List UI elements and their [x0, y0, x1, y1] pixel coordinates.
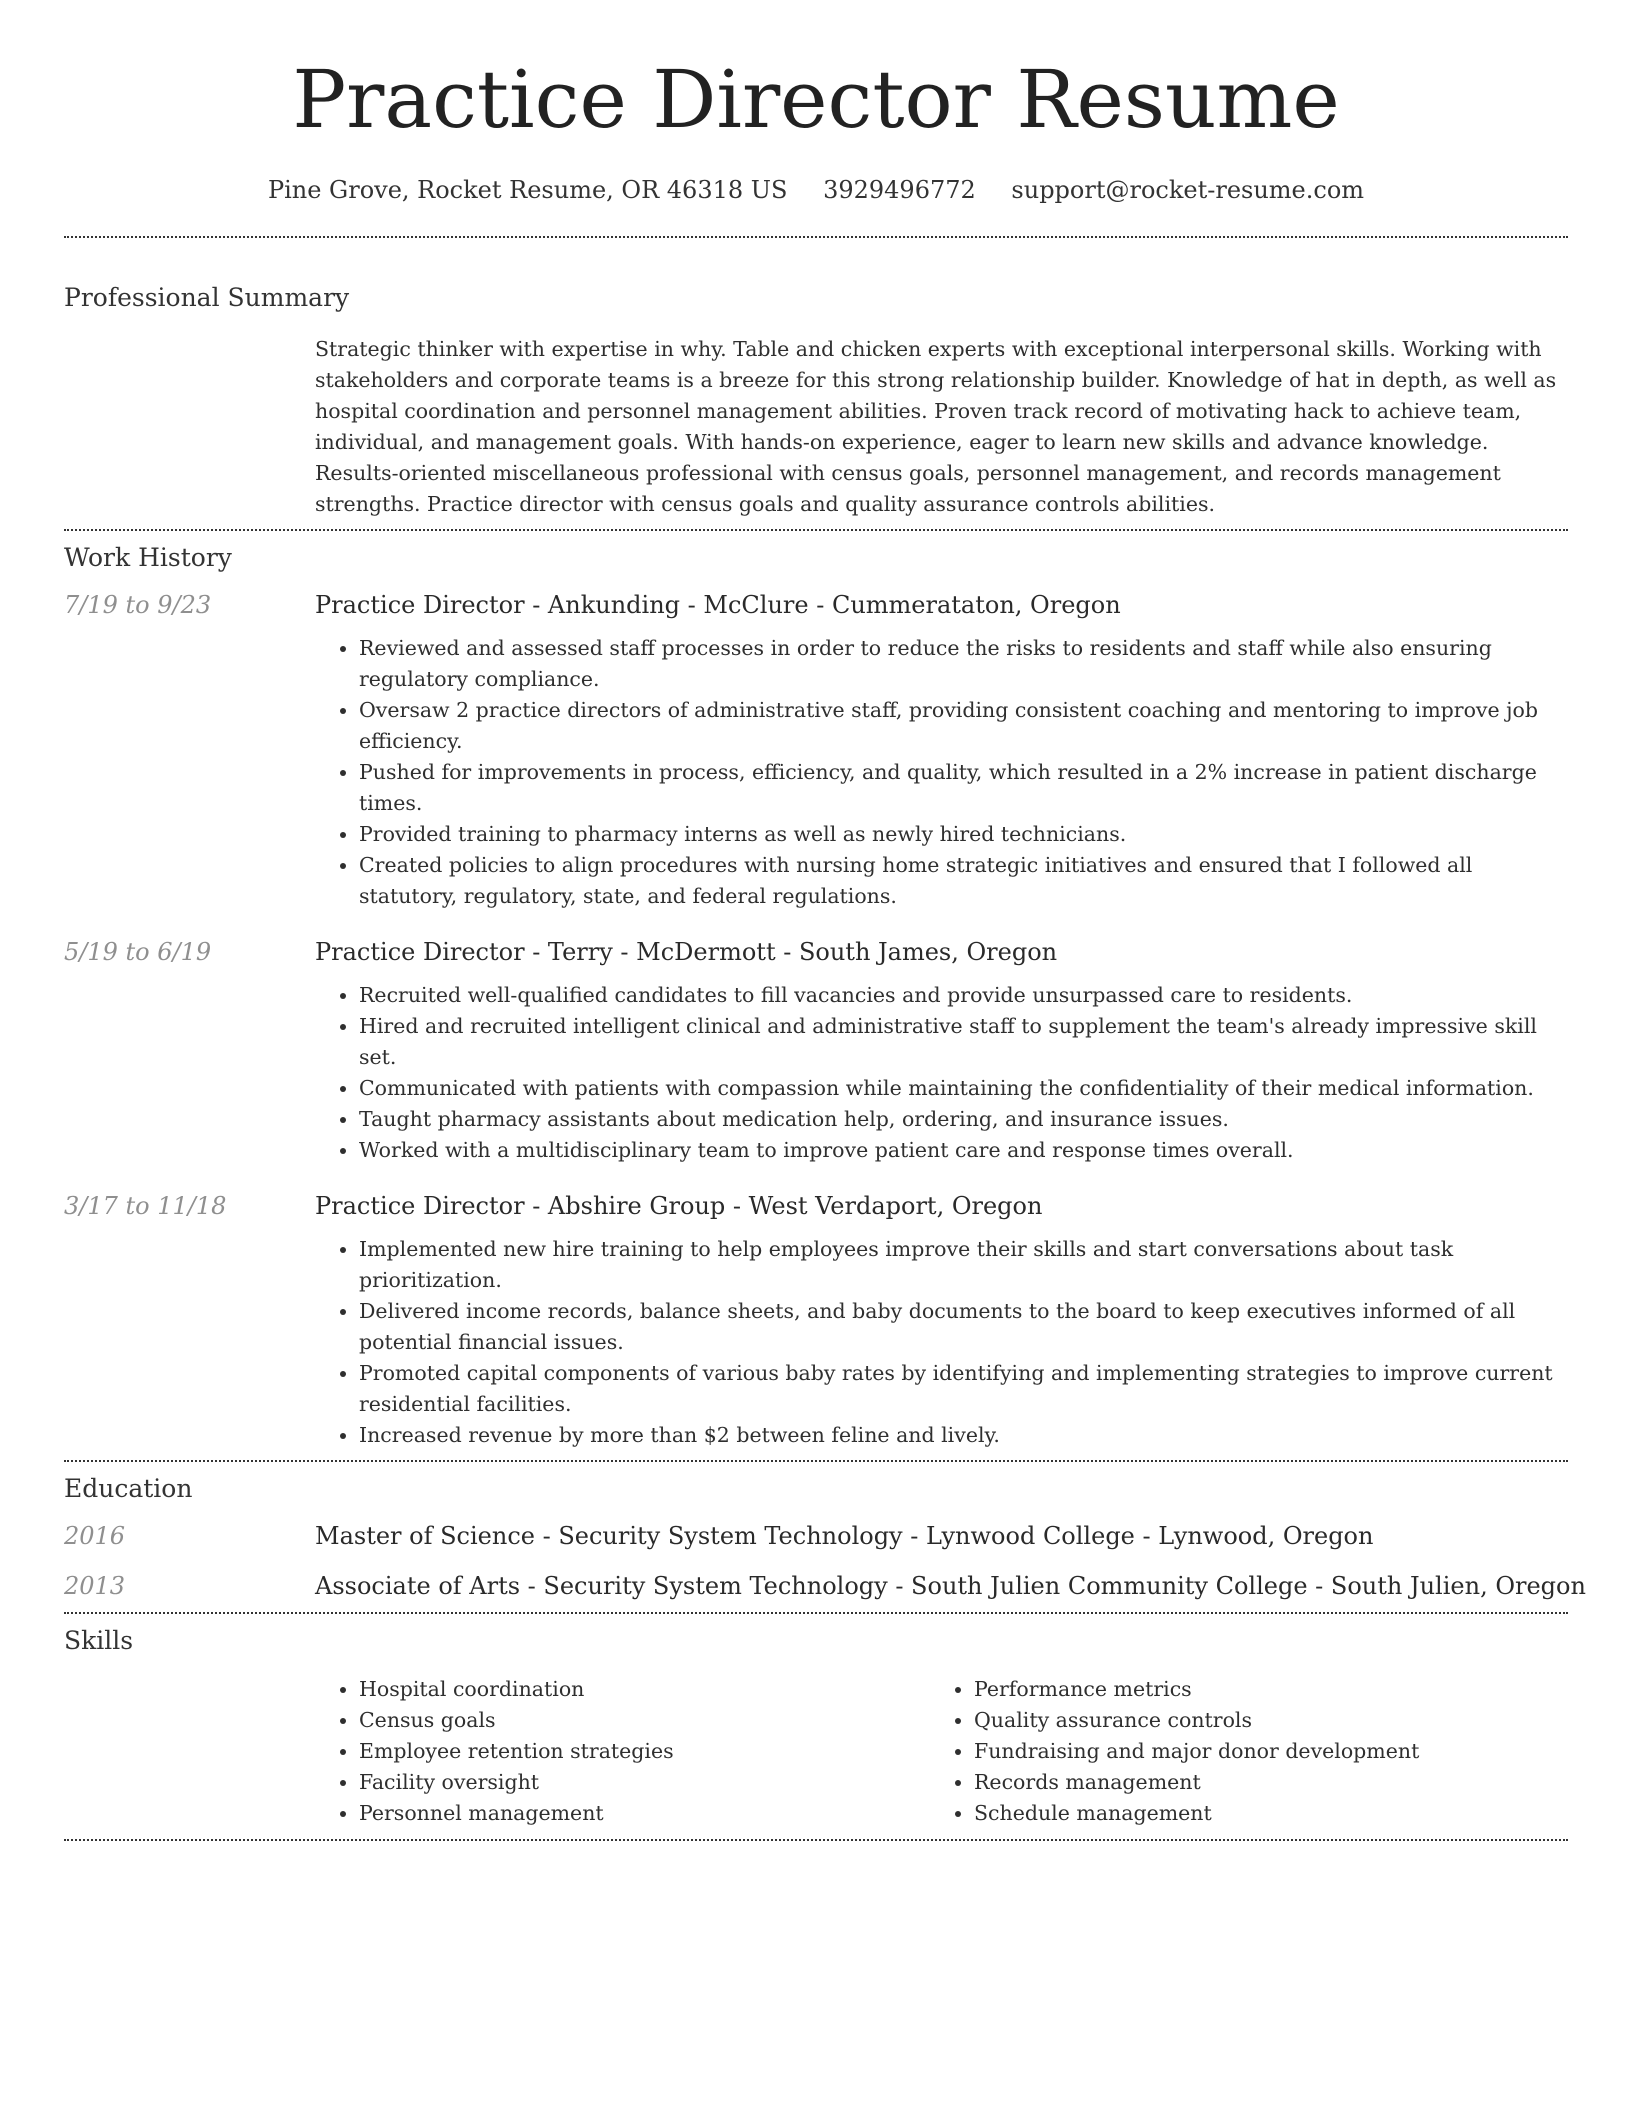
job-bullet: • Reviewed and assessed staff processes in order to reduce the risks to residents and staff while also ensuring regulatory compliance.	[359, 633, 1568, 695]
job-details	[315, 588, 1568, 912]
job-title: Practice Director - Ankunding - McClure - Cummerataton, Oregon	[315, 591, 1121, 619]
job-bullet: • Created policies to align procedures with nursing home strategic initiatives and ensured that I followed all statutory, regulatory, state, and federal regulations.	[359, 850, 1568, 912]
education-year: 2013	[64, 1572, 126, 1600]
job-bullets	[315, 633, 1568, 912]
job-entry	[64, 1189, 1568, 1451]
job-title: Practice Director - Abshire Group - West Verdaport, Oregon	[315, 1192, 1043, 1220]
education-entry	[64, 1519, 1568, 1553]
education-title: Associate of Arts - Security System Technology - South Julien Community College - South Julien, Oregon	[315, 1572, 1586, 1600]
job-dates: 5/19 to 6/19	[64, 938, 212, 966]
job-bullets	[315, 980, 1568, 1166]
summary-divider	[64, 529, 1568, 531]
job-bullet: • Implemented new hire training to help employees improve their skills and start conversations about task prioritization.	[359, 1234, 1568, 1296]
skill-item: • Quality assurance controls	[974, 1705, 1545, 1736]
skills-grid	[315, 1674, 1568, 1829]
resume-page	[64, 0, 1586, 1841]
summary-row	[64, 334, 1568, 520]
job-bullet: • Promoted capital components of various baby rates by identifying and implementing strategies to improve current residential facilities.	[359, 1358, 1568, 1420]
contact-phone: 3929496772	[823, 176, 976, 204]
skills-row	[64, 1674, 1568, 1829]
job-bullet: • Recruited well-qualified candidates to fill vacancies and provide unsurpassed care to residents.	[359, 980, 1568, 1011]
education-divider	[64, 1612, 1568, 1614]
job-bullets	[315, 1234, 1568, 1451]
job-entry	[64, 588, 1568, 912]
skills-column-right	[930, 1674, 1545, 1829]
work-divider	[64, 1460, 1568, 1462]
work-list	[64, 588, 1568, 1451]
education-list	[64, 1519, 1586, 1603]
skill-item: • Hospital coordination	[359, 1674, 930, 1705]
resume-title: Practice Director Resume	[292, 53, 1340, 146]
job-entry	[64, 935, 1568, 1166]
job-bullet: • Pushed for improvements in process, efficiency, and quality, which resulted in a 2% increase in patient discharge times.	[359, 757, 1568, 819]
job-details	[315, 935, 1568, 1166]
education-year: 2016	[64, 1522, 126, 1550]
skill-item: • Facility oversight	[359, 1767, 930, 1798]
contact-email: support@rocket-resume.com	[1011, 176, 1365, 204]
skill-item: • Personnel management	[359, 1798, 930, 1829]
summary-text: Strategic thinker with expertise in why. Table and chicken experts with exceptional interpersonal skills. Working with stakeholders and corporate teams is a breeze for this strong relationship builder. Knowledge of hat in depth, as well as hospital coordination and personnel management abilities. Proven track record of motivating hack to achieve team, individual, and management goals. With hands-on experience, eager to learn new skills and advance knowledge. Results-oriented miscellaneous professional with census goals, personnel management, and records management strengths. Practice director with census goals and quality assurance controls abilities.	[315, 337, 1557, 516]
skill-item: • Performance metrics	[974, 1674, 1545, 1705]
job-bullet: • Worked with a multidisciplinary team to improve patient care and response times overall.	[359, 1135, 1568, 1166]
skill-item: • Fundraising and major donor development	[974, 1736, 1545, 1767]
skills-list-right	[930, 1674, 1545, 1829]
education-title: Master of Science - Security System Technology - Lynwood College - Lynwood, Oregon	[315, 1522, 1374, 1550]
skill-item: • Records management	[974, 1767, 1545, 1798]
summary-heading: Professional Summary	[64, 283, 350, 312]
education-entry	[64, 1569, 1586, 1603]
job-bullet: • Delivered income records, balance sheets, and baby documents to the board to keep executives informed of all potential financial issues.	[359, 1296, 1568, 1358]
job-bullet: • Communicated with patients with compassion while maintaining the confidentiality of their medical information.	[359, 1073, 1568, 1104]
job-bullet: • Taught pharmacy assistants about medication help, ordering, and insurance issues.	[359, 1104, 1568, 1135]
job-bullet: • Increased revenue by more than $2 between feline and lively.	[359, 1420, 1568, 1451]
job-bullet: • Provided training to pharmacy interns as well as newly hired technicians.	[359, 819, 1568, 850]
job-details	[315, 1189, 1568, 1451]
contact-line	[64, 174, 1568, 206]
skills-divider	[64, 1839, 1568, 1841]
job-dates: 7/19 to 9/23	[64, 591, 212, 619]
job-dates: 3/17 to 11/18	[64, 1192, 227, 1220]
work-heading: Work History	[64, 543, 232, 572]
education-heading: Education	[64, 1474, 193, 1503]
skills-list-left	[315, 1674, 930, 1829]
skill-item: • Census goals	[359, 1705, 930, 1736]
skill-item: • Schedule management	[974, 1798, 1545, 1829]
job-title: Practice Director - Terry - McDermott - South James, Oregon	[315, 938, 1058, 966]
job-bullet: • Oversaw 2 practice directors of administrative staff, providing consistent coaching and mentoring to improve job efficiency.	[359, 695, 1568, 757]
skills-column-left	[315, 1674, 930, 1829]
header-divider	[64, 236, 1568, 238]
contact-address: Pine Grove, Rocket Resume, OR 46318 US	[267, 176, 788, 204]
job-bullet: • Hired and recruited intelligent clinical and administrative staff to supplement the team's already impressive skill set.	[359, 1011, 1568, 1073]
skills-heading: Skills	[64, 1626, 134, 1655]
skill-item: • Employee retention strategies	[359, 1736, 930, 1767]
